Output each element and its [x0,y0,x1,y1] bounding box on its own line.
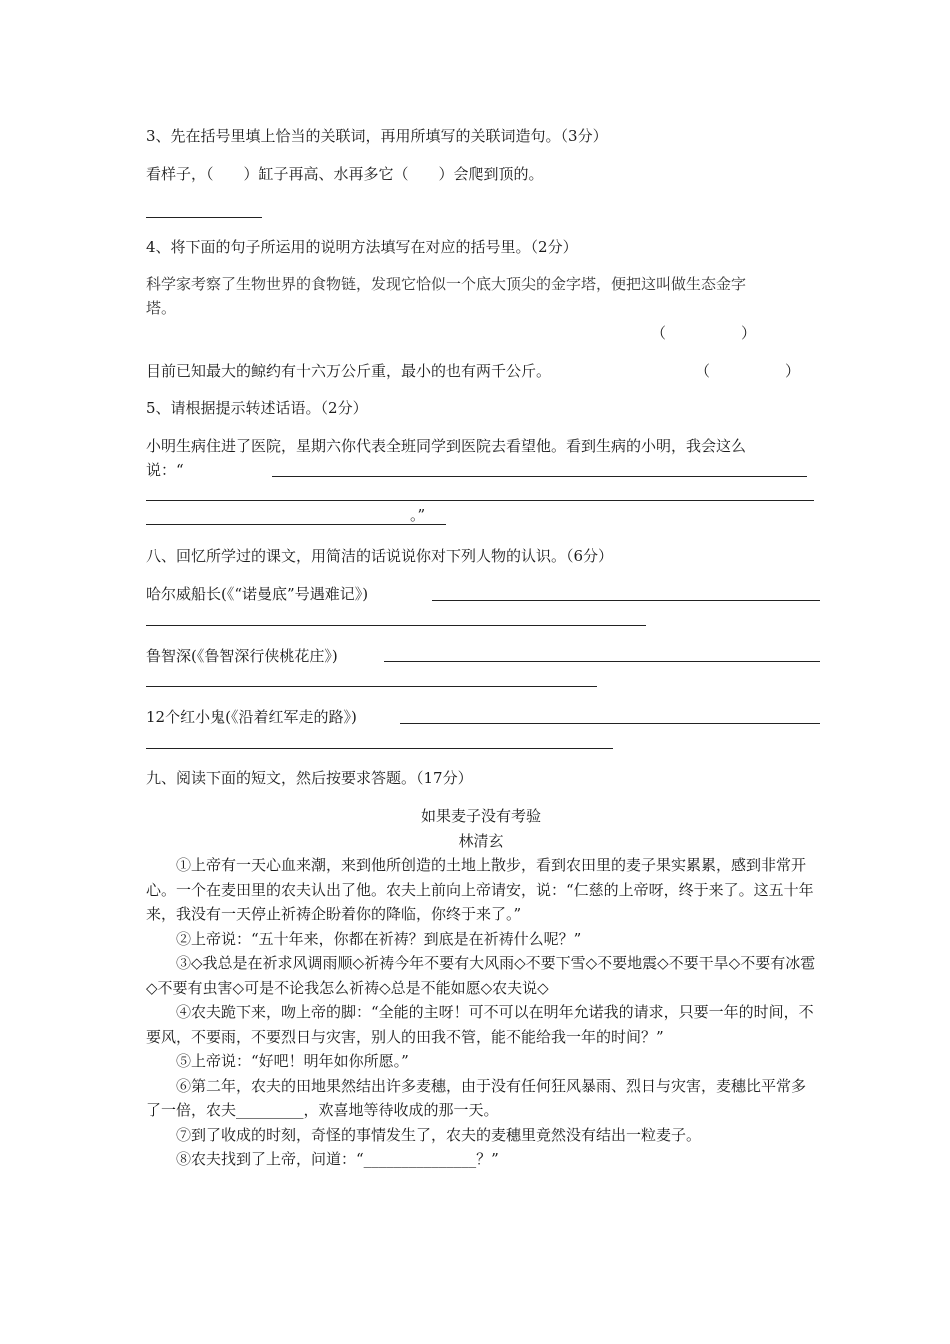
q5-answer-line-1[interactable] [272,476,807,477]
q4-sentence1-line1: 科学家考察了生物世界的食物链，发现它恰似一个底大顶尖的金字塔，便把这叫做生态金字 [146,275,747,293]
sec8-item-3: 12个红小鬼(《沿着红军走的路》) [146,708,357,726]
q4-sentence2: 目前已知最大的鲸约有十六万公斤重，最小的也有两千公斤。 [146,362,552,380]
q5-answer-line-3[interactable] [146,524,446,525]
q3-answer-line[interactable] [146,217,262,218]
article-title: 如果麦子没有考验 [420,807,541,825]
sec8-item-2: 鲁智深(《鲁智深行侠桃花庄》) [146,647,338,665]
q5-prompt-line1: 小明生病住进了医院，星期六你代表全班同学到医院去看望他。看到生病的小明，我会这么 [146,437,747,455]
sec8-title: 八、回忆所学过的课文，用简洁的话说说你对下列人物的认识。（6分） [146,547,614,565]
q4-blank1[interactable]: （ ） [651,324,757,342]
paragraph-1: ①上帝有一天心血来潮，来到他所创造的土地上散步，看到农田里的麦子果实累累，感到非常开心。一个在麦田里的农夫认出了他。农夫上前向上帝请安，说：“仁慈的上帝呀，终于来了。这五十年来，我没有一天停止祈祷企盼着你的降临，你终于来了。” [146,856,814,923]
q5-title: 5、请根据提示转述话语。（2分） [146,399,368,417]
paragraph-2: ②上帝说：“五十年来，你都在祈祷？到底是在祈祷什么呢？” [176,929,582,948]
q3-title: 3、先在括号里填上恰当的关联词，再用所填写的关联词造句。（3分） [146,127,608,145]
article-author: 林清玄 [458,831,504,850]
q5-answer-line-2[interactable] [146,500,814,501]
sec8-item-3-line-a[interactable] [400,723,820,724]
paragraph-3: ③◇我总是在祈求风调雨顺◇祈祷今年不要有大风雨◇不要下雪◇不要地震◇不要干旱◇不要有冰雹◇不要有虫害◇可是不论我怎么祈祷◇总是不能如愿◇农夫说◇ [146,954,816,997]
reading-passage [146,804,816,1172]
q5-prompt-line2: 说：“ [146,461,184,479]
sec8-item-1: 哈尔威船长(《“诺曼底”号遇难记》) [146,585,369,603]
q3-sentence: 看样子，（ ）缸子再高、水再多它（ ）会爬到顶的。 [146,165,544,183]
sec9-title: 九、阅读下面的短文，然后按要求答题。（17分） [146,769,473,787]
paragraph-7: ⑦到了收成的时刻，奇怪的事情发生了，农夫的麦穗里竟然没有结出一粒麦子。 [176,1125,702,1144]
q5-end: 。” [410,506,426,524]
sec8-item-2-line-b[interactable] [146,686,597,687]
paragraph-4: ④农夫跪下来，吻上帝的脚：“全能的主呀！可不可以在明年允诺我的请求，只要一年的时间，不要风，不要雨，不要烈日与灾害，别人的田我不管，能不能给我一年的时间？” [146,1003,814,1046]
sec8-item-1-line-a[interactable] [432,600,820,601]
paragraph-8: ⑧农夫找到了上帝，问道：“_______________？” [176,1150,499,1168]
q4-sentence1-line2: 塔。 [146,299,177,317]
paragraph-5: ⑤上帝说：“好吧！明年如你所愿。” [176,1052,409,1070]
sec8-item-1-line-b[interactable] [146,625,646,626]
q4-blank2[interactable]: （ ） [695,362,801,380]
sec8-item-3-line-b[interactable] [146,748,613,749]
sec8-item-2-line-a[interactable] [384,661,820,662]
paragraph-6: ⑥第二年，农夫的田地果然结出许多麦穗，由于没有任何狂风暴雨、烈日与灾害，麦穗比平常多了一倍，农夫_________，欢喜地等待收成的那一天。 [146,1076,807,1119]
q4-title: 4、将下面的句子所运用的说明方法填写在对应的括号里。（2分） [146,238,578,256]
